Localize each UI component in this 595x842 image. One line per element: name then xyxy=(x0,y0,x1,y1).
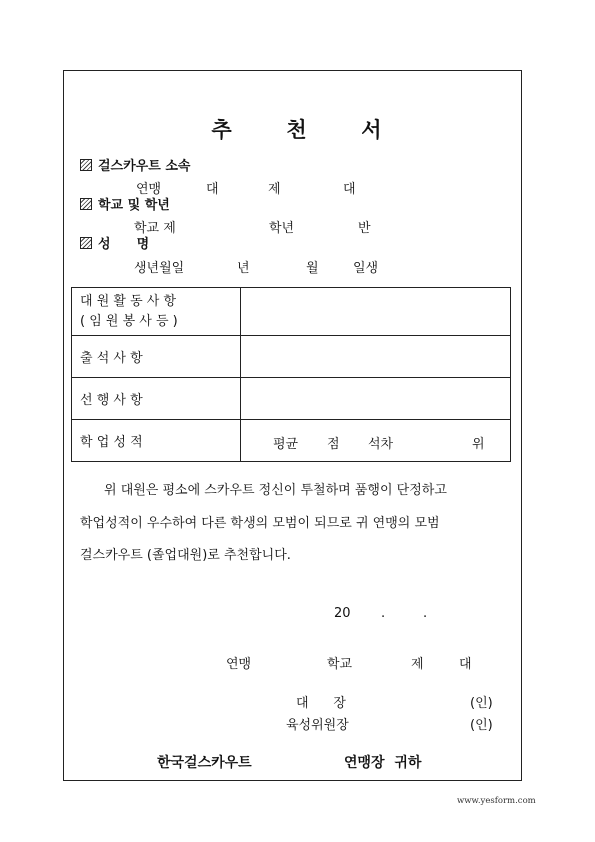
activity-value-cell[interactable] xyxy=(241,288,511,336)
issuer-number-suffix: 대 xyxy=(459,657,472,672)
issuer-number-prefix: 제 xyxy=(411,657,424,672)
average-label: 평균 xyxy=(273,437,299,452)
conduct-value-cell[interactable] xyxy=(241,378,511,420)
grades-label: 학 업 성 적 xyxy=(72,420,241,462)
checkbox-icon xyxy=(80,159,92,171)
table-row xyxy=(72,288,511,336)
title-char: 서 xyxy=(361,118,384,142)
scout-federation-label: 연맹 xyxy=(136,182,162,197)
grade-label: 학년 xyxy=(269,221,295,236)
birthdate-label: 생년월일 xyxy=(134,261,185,276)
activity-label: 대 원 활 동 사 항 ( 임 원 봉 사 등 ) xyxy=(72,288,241,336)
document-title xyxy=(0,114,595,144)
school-label: 학교 제 xyxy=(134,221,176,236)
website-credit: www.yesform.com xyxy=(457,796,536,806)
conduct-label: 선 행 사 항 xyxy=(72,378,241,420)
checkbox-icon xyxy=(80,198,92,210)
scout-number-prefix: 제 xyxy=(268,182,281,197)
issuer-federation: 연맹 xyxy=(226,657,252,672)
birth-day-label: 일생 xyxy=(353,261,379,276)
date-separator: . xyxy=(423,606,428,621)
attendance-label: 출 석 사 항 xyxy=(72,336,241,378)
records-table xyxy=(71,287,511,462)
grades-value-cell[interactable] xyxy=(241,420,511,462)
organization-name: 한국걸스카우트 xyxy=(157,755,252,771)
date-year-prefix: 20 xyxy=(334,606,351,621)
table-row xyxy=(72,378,511,420)
attendance-value-cell[interactable] xyxy=(241,336,511,378)
section-scout-heading: 걸스카우트 소속 xyxy=(80,155,190,174)
table-row xyxy=(72,336,511,378)
section-school-heading: 학교 및 학년 xyxy=(80,194,170,213)
birth-year-label: 년 xyxy=(237,261,250,276)
statement-line: 학업성적이 우수하여 다른 학생의 모범이 되므로 귀 연맹의 모범 xyxy=(80,516,440,531)
date-separator: . xyxy=(381,606,386,621)
statement-line: 걸스카우트 (졸업대원)로 추천합니다. xyxy=(80,548,291,563)
issuer-school: 학교 xyxy=(327,657,353,672)
points-label: 점 xyxy=(327,437,340,452)
title-char: 추 xyxy=(211,118,234,142)
checkbox-icon xyxy=(80,237,92,249)
rank-label: 석차 xyxy=(368,437,394,452)
title-char: 천 xyxy=(286,118,309,142)
table-row xyxy=(72,420,511,462)
birth-month-label: 월 xyxy=(306,261,319,276)
signer-captain-role: 대 장 xyxy=(296,696,346,711)
signer-committee-role: 육성위원장 xyxy=(286,718,349,733)
section-name-heading: 성 명 xyxy=(80,233,149,252)
class-label: 반 xyxy=(358,221,371,236)
scout-number-suffix: 대 xyxy=(343,182,356,197)
scout-unit-label: 대 xyxy=(206,182,219,197)
seal-mark: (인) xyxy=(470,696,493,711)
addressee-label: 연맹장 귀하 xyxy=(344,755,422,771)
seal-mark: (인) xyxy=(470,718,493,733)
rank-suffix-label: 위 xyxy=(472,437,485,452)
statement-line: 위 대원은 평소에 스카우트 정신이 투철하며 품행이 단정하고 xyxy=(104,483,447,498)
